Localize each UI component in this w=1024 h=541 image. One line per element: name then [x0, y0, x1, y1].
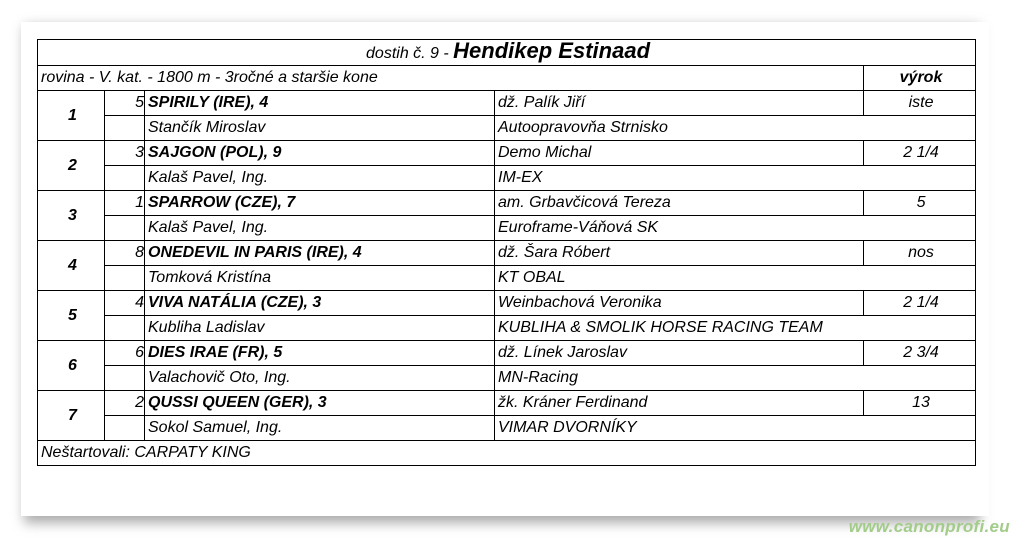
place-cell: 6 [38, 341, 105, 391]
owner-name: VIMAR DVORNÍKY [495, 416, 976, 441]
conditions-row [38, 66, 976, 91]
horse-name: VIVA NATÁLIA (CZE), 3 [145, 291, 495, 316]
result-subrow [38, 316, 976, 341]
result-row [38, 241, 976, 266]
result-row [38, 341, 976, 366]
result-subrow [38, 166, 976, 191]
non-starters: Neštartovali: CARPATY KING [38, 441, 976, 466]
place-cell: 7 [38, 391, 105, 441]
result-row [38, 291, 976, 316]
margin-value: 2 1/4 [864, 291, 976, 316]
jockey-name: am. Grbavčicová Tereza [495, 191, 864, 216]
race-conditions: rovina - V. kat. - 1800 m - 3ročné a staršie kone [38, 66, 864, 91]
owner-name: IM-EX [495, 166, 976, 191]
result-subrow [38, 266, 976, 291]
place-cell: 1 [38, 91, 105, 141]
footer-row [38, 441, 976, 466]
watermark: www.canonprofi.eu [848, 517, 1010, 536]
place-cell: 3 [38, 191, 105, 241]
number-spacer [105, 416, 145, 441]
place-cell: 5 [38, 291, 105, 341]
start-number: 5 [105, 91, 145, 116]
start-number: 2 [105, 391, 145, 416]
result-row [38, 391, 976, 416]
results-sheet [21, 22, 989, 516]
result-subrow [38, 216, 976, 241]
margin-value: iste [864, 91, 976, 116]
trainer-name: Stančík Miroslav [145, 116, 495, 141]
number-spacer [105, 316, 145, 341]
start-number: 3 [105, 141, 145, 166]
race-name: Hendikep Estinaad [453, 39, 651, 63]
result-row [38, 141, 976, 166]
jockey-name: Demo Michal [495, 141, 864, 166]
jockey-name: dž. Šara Róbert [495, 241, 864, 266]
place-cell: 4 [38, 241, 105, 291]
jockey-name: dž. Palík Jiří [495, 91, 864, 116]
horse-name: SPIRILY (IRE), 4 [145, 91, 495, 116]
horse-name: ONEDEVIL IN PARIS (IRE), 4 [145, 241, 495, 266]
start-number: 1 [105, 191, 145, 216]
number-spacer [105, 116, 145, 141]
margin-value: 2 3/4 [864, 341, 976, 366]
horse-name: QUSSI QUEEN (GER), 3 [145, 391, 495, 416]
number-spacer [105, 266, 145, 291]
owner-name: Euroframe-Váňová SK [495, 216, 976, 241]
owner-name: MN-Racing [495, 366, 976, 391]
trainer-name: Valachovič Oto, Ing. [145, 366, 495, 391]
trainer-name: Kalaš Pavel, Ing. [145, 216, 495, 241]
margin-header: výrok [864, 66, 976, 91]
margin-value: nos [864, 241, 976, 266]
place-cell: 2 [38, 141, 105, 191]
trainer-name: Tomková Kristína [145, 266, 495, 291]
jockey-name: dž. Línek Jaroslav [495, 341, 864, 366]
result-subrow [38, 116, 976, 141]
margin-value: 13 [864, 391, 976, 416]
horse-name: SPARROW (CZE), 7 [145, 191, 495, 216]
margin-value: 2 1/4 [864, 141, 976, 166]
start-number: 4 [105, 291, 145, 316]
result-subrow [38, 416, 976, 441]
number-spacer [105, 216, 145, 241]
race-title [38, 40, 976, 66]
start-number: 6 [105, 341, 145, 366]
result-subrow [38, 366, 976, 391]
owner-name: KT OBAL [495, 266, 976, 291]
margin-value: 5 [864, 191, 976, 216]
number-spacer [105, 166, 145, 191]
owner-name: Autoopravovňa Strnisko [495, 116, 976, 141]
jockey-name: Weinbachová Veronika [495, 291, 864, 316]
number-spacer [105, 366, 145, 391]
jockey-name: žk. Kráner Ferdinand [495, 391, 864, 416]
horse-name: DIES IRAE (FR), 5 [145, 341, 495, 366]
result-row [38, 191, 976, 216]
race-prefix: dostih č. 9 - [366, 45, 454, 62]
trainer-name: Kubliha Ladislav [145, 316, 495, 341]
results-table [37, 39, 976, 466]
start-number: 8 [105, 241, 145, 266]
trainer-name: Kalaš Pavel, Ing. [145, 166, 495, 191]
title-row [38, 40, 976, 66]
trainer-name: Sokol Samuel, Ing. [145, 416, 495, 441]
result-row [38, 91, 976, 116]
owner-name: KUBLIHA & SMOLIK HORSE RACING TEAM [495, 316, 976, 341]
horse-name: SAJGON (POL), 9 [145, 141, 495, 166]
